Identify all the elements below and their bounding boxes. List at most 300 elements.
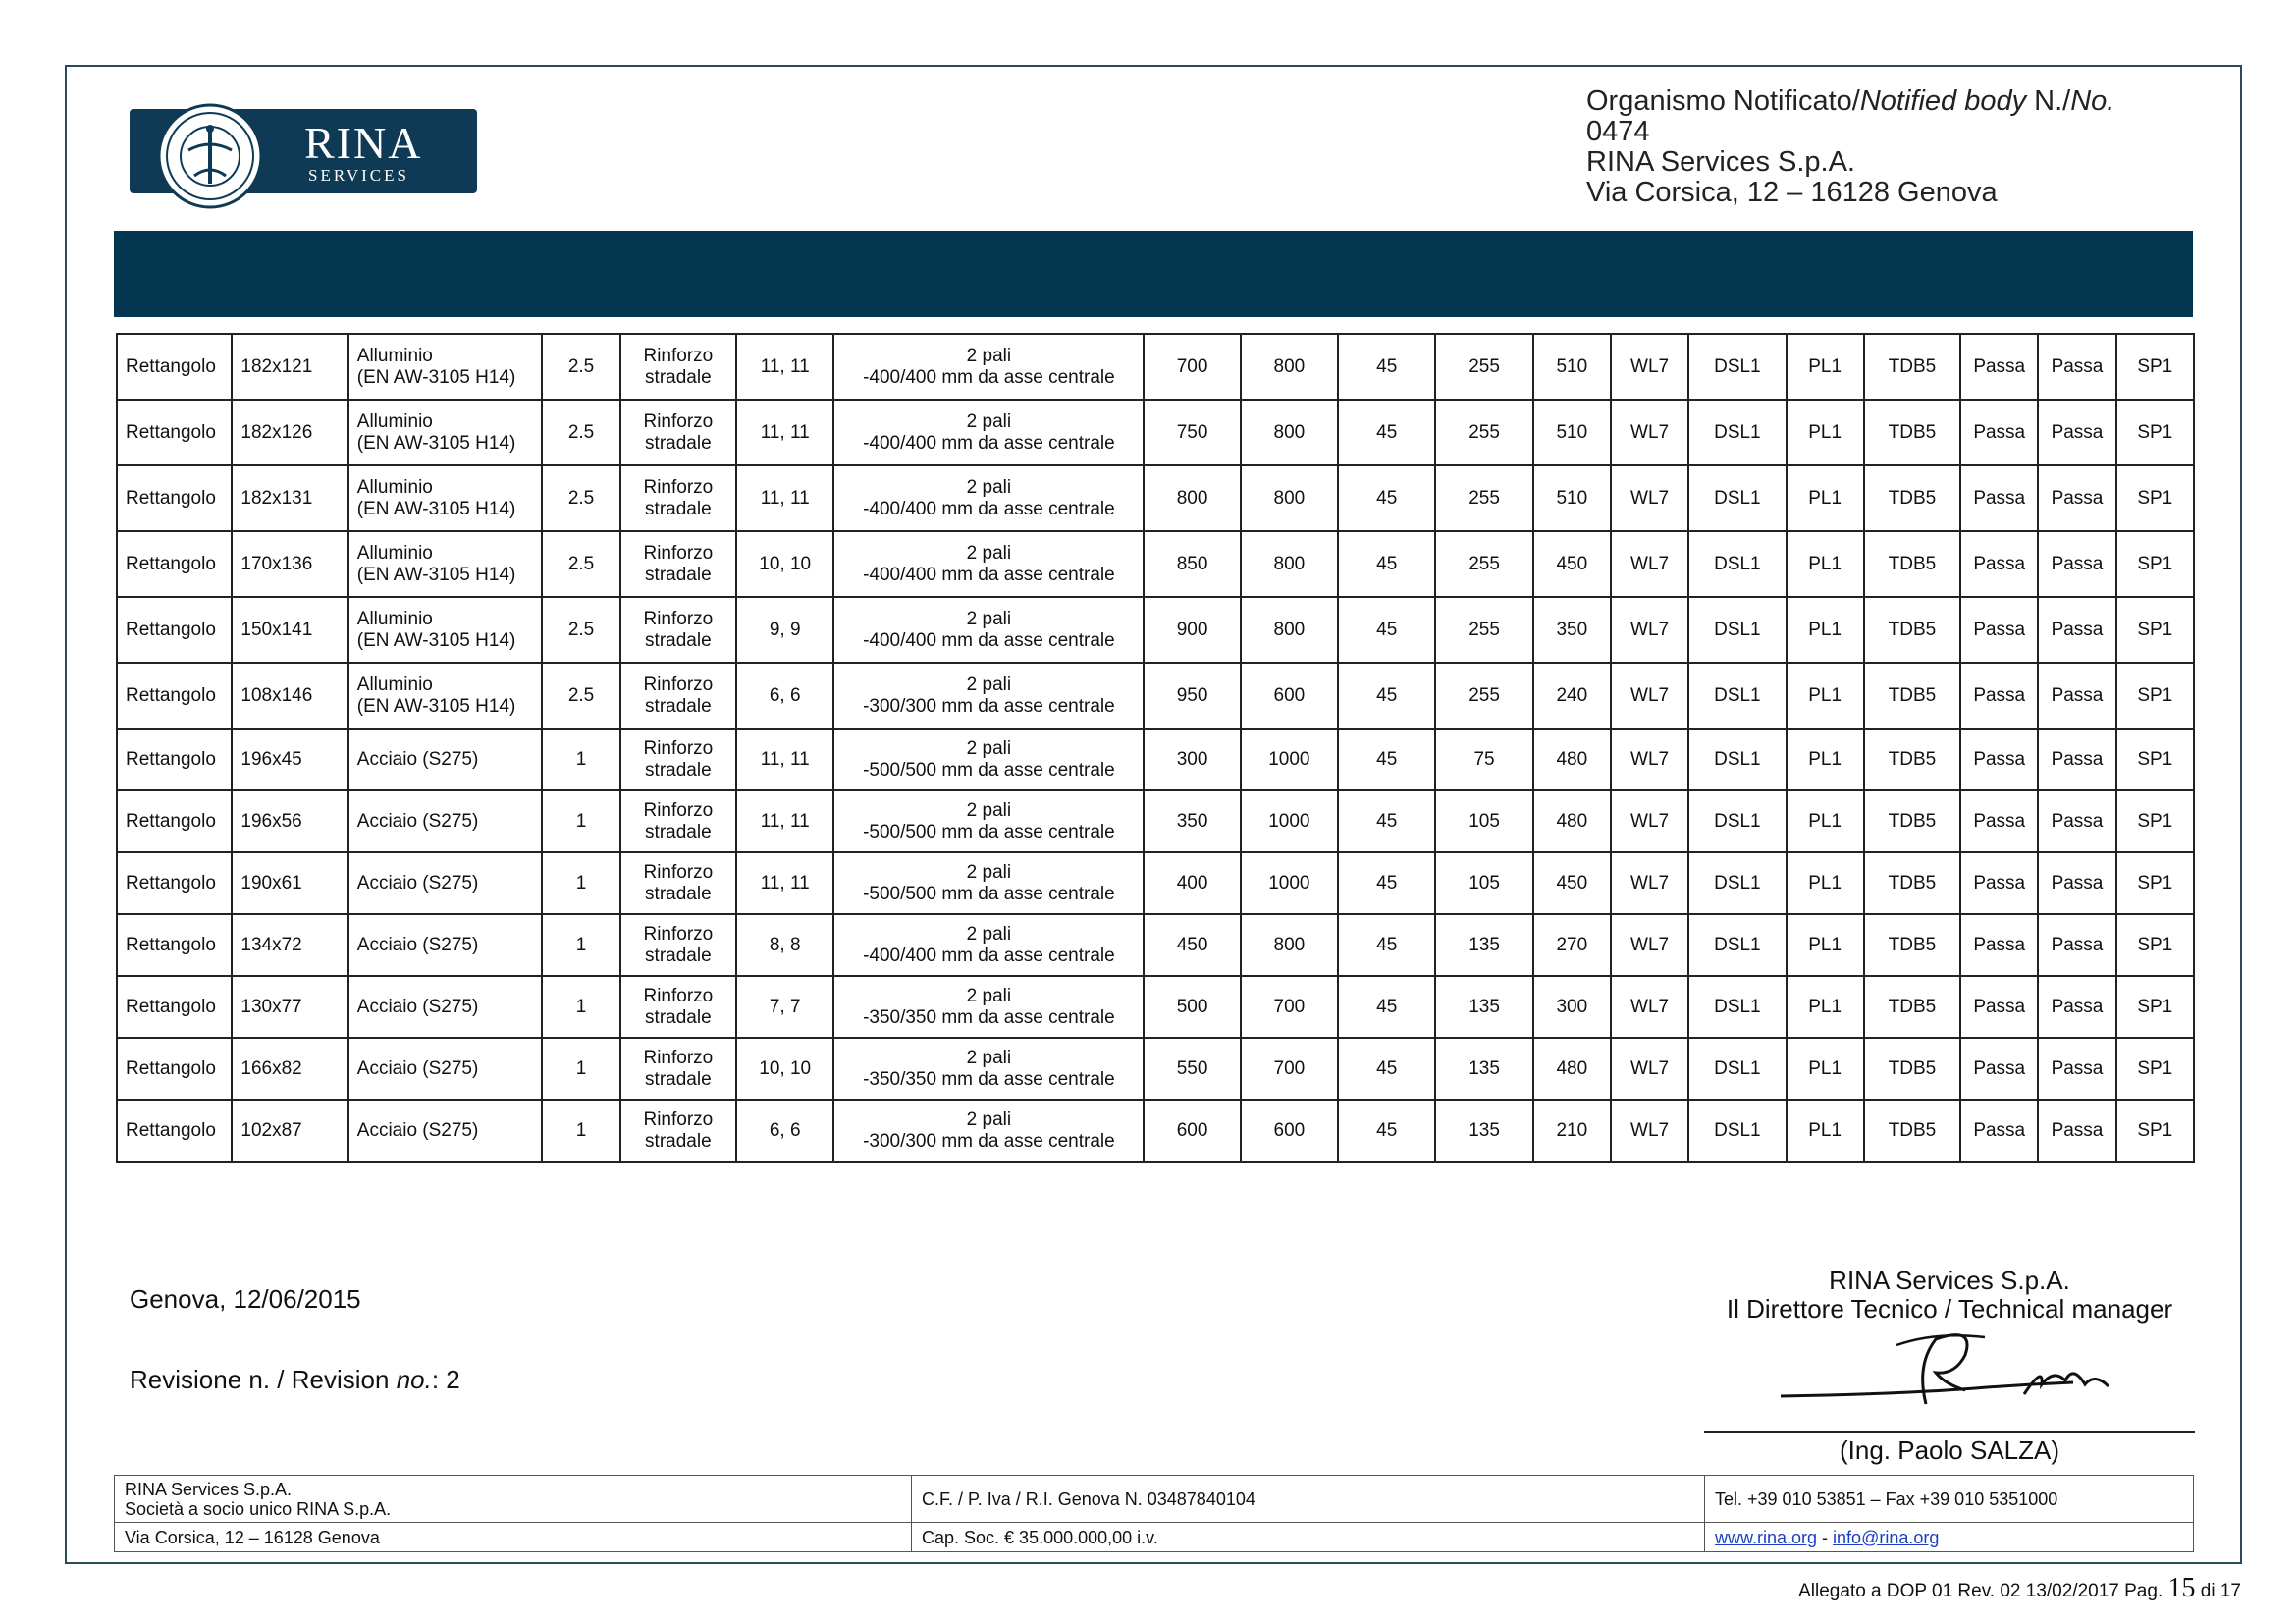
cell-line: (EN AW-3105 H14)	[356, 564, 516, 585]
notified-body-number: 0474	[1586, 116, 1650, 147]
cell-wind-load: WL7	[1611, 334, 1688, 400]
signature-block	[1704, 1267, 2195, 1324]
cell-line: Rinforzo	[643, 1047, 714, 1068]
cell-line: stradale	[645, 1068, 712, 1090]
cell-v2: 1000	[1241, 790, 1338, 852]
cell-v2: 1000	[1241, 729, 1338, 790]
cell-wind-load: WL7	[1611, 1100, 1688, 1162]
footer-tax: C.F. / P. Iva / R.I. Genova N. 03487840104	[912, 1476, 1705, 1523]
cell-bolts: 11, 11	[736, 400, 833, 465]
cell-tdb: TDB5	[1864, 531, 1960, 597]
rina-seal-icon	[151, 99, 269, 213]
cell-mounting	[620, 1100, 736, 1162]
cell-shape: Rettangolo	[117, 852, 232, 914]
cell-thickness: 2.5	[542, 531, 619, 597]
cell-v2: 700	[1241, 976, 1338, 1038]
cell-test-2: Passa	[2038, 400, 2115, 465]
cell-line: Rinforzo	[643, 1109, 714, 1130]
cell-v3: 45	[1338, 334, 1435, 400]
cell-bolts: 6, 6	[736, 1100, 833, 1162]
footer-links: www.rina.org - info@rina.org	[1705, 1523, 2194, 1552]
cell-wind-load: WL7	[1611, 597, 1688, 663]
table-row	[117, 790, 2194, 852]
cell-line: -500/500 mm da asse centrale	[863, 759, 1115, 781]
cell-line: (EN AW-3105 H14)	[356, 432, 516, 454]
cell-test-1: Passa	[1960, 914, 2038, 976]
cell-line: Rinforzo	[643, 923, 714, 945]
cell-line: 2 pali	[966, 674, 1012, 695]
cell-v1: 400	[1144, 852, 1240, 914]
cell-line: Rinforzo	[643, 737, 714, 759]
cell-bolts: 11, 11	[736, 790, 833, 852]
cell-line: -400/400 mm da asse centrale	[863, 366, 1115, 388]
cell-pl: PL1	[1787, 976, 1864, 1038]
cell-v5: 450	[1533, 852, 1611, 914]
cell-line: stradale	[645, 821, 712, 842]
cell-dimensions: 182x121	[232, 334, 347, 400]
cell-dimensions: 170x136	[232, 531, 347, 597]
cell-mounting	[620, 1038, 736, 1100]
cell-line: 2 pali	[966, 799, 1012, 821]
cell-test-2: Passa	[2038, 1038, 2115, 1100]
cell-shape: Rettangolo	[117, 1038, 232, 1100]
cell-tdb: TDB5	[1864, 1100, 1960, 1162]
table-row	[117, 914, 2194, 976]
cell-material	[348, 1100, 543, 1162]
cell-material	[348, 531, 543, 597]
cell-shape: Rettangolo	[117, 663, 232, 729]
cell-sp: SP1	[2116, 790, 2194, 852]
cell-v1: 850	[1144, 531, 1240, 597]
cell-line: stradale	[645, 629, 712, 651]
cell-material	[348, 334, 543, 400]
cell-tdb: TDB5	[1864, 1038, 1960, 1100]
cell-material	[348, 976, 543, 1038]
cell-wind-load: WL7	[1611, 852, 1688, 914]
cell-v2: 600	[1241, 1100, 1338, 1162]
cell-thickness: 1	[542, 1038, 619, 1100]
cell-tdb: TDB5	[1864, 465, 1960, 531]
cell-dsl: DSL1	[1688, 729, 1786, 790]
cell-mounting	[620, 663, 736, 729]
cell-material	[348, 597, 543, 663]
cell-material	[348, 790, 543, 852]
cell-test-2: Passa	[2038, 914, 2115, 976]
cell-v4: 255	[1435, 334, 1532, 400]
cell-line: stradale	[645, 883, 712, 904]
cell-line: Acciaio (S275)	[356, 996, 479, 1017]
cell-line: Rinforzo	[643, 674, 714, 695]
cell-shape: Rettangolo	[117, 976, 232, 1038]
cell-v5: 510	[1533, 334, 1611, 400]
cell-bolts: 11, 11	[736, 852, 833, 914]
cell-dimensions: 190x61	[232, 852, 347, 914]
cell-posts	[833, 334, 1144, 400]
cell-test-1: Passa	[1960, 729, 2038, 790]
cell-sp: SP1	[2116, 729, 2194, 790]
cell-shape: Rettangolo	[117, 400, 232, 465]
cell-v1: 350	[1144, 790, 1240, 852]
cell-bolts: 6, 6	[736, 663, 833, 729]
notified-body-company: RINA Services S.p.A.	[1586, 146, 1855, 178]
cell-dimensions: 134x72	[232, 914, 347, 976]
cell-line: -350/350 mm da asse centrale	[863, 1006, 1115, 1028]
cell-test-1: Passa	[1960, 1100, 2038, 1162]
cell-line: -400/400 mm da asse centrale	[863, 498, 1115, 519]
page-reference: Allegato a DOP 01 Rev. 02 13/02/2017 Pag. 15 di 17	[1798, 1573, 2241, 1603]
cell-mounting	[620, 729, 736, 790]
cell-thickness: 1	[542, 1100, 619, 1162]
cell-thickness: 2.5	[542, 597, 619, 663]
cell-v2: 800	[1241, 400, 1338, 465]
cell-dsl: DSL1	[1688, 790, 1786, 852]
cell-sp: SP1	[2116, 1038, 2194, 1100]
cell-line: Rinforzo	[643, 861, 714, 883]
cell-pl: PL1	[1787, 790, 1864, 852]
cell-line: Alluminio	[356, 608, 433, 629]
cell-line: -400/400 mm da asse centrale	[863, 945, 1115, 966]
cell-v5: 300	[1533, 976, 1611, 1038]
logo-brand-text: RINA	[304, 118, 423, 168]
cell-tdb: TDB5	[1864, 400, 1960, 465]
cell-bolts: 8, 8	[736, 914, 833, 976]
cell-line: Alluminio	[356, 410, 433, 432]
cell-material	[348, 852, 543, 914]
cell-line: 2 pali	[966, 737, 1012, 759]
cell-material	[348, 663, 543, 729]
cell-line: Rinforzo	[643, 985, 714, 1006]
cell-dsl: DSL1	[1688, 976, 1786, 1038]
cell-v4: 255	[1435, 531, 1532, 597]
cell-sp: SP1	[2116, 663, 2194, 729]
notified-body-block	[1586, 86, 2114, 212]
cell-bolts: 10, 10	[736, 1038, 833, 1100]
cell-mounting	[620, 597, 736, 663]
cell-v3: 45	[1338, 465, 1435, 531]
cell-material	[348, 465, 543, 531]
cell-line: -400/400 mm da asse centrale	[863, 629, 1115, 651]
cell-thickness: 2.5	[542, 334, 619, 400]
cell-shape: Rettangolo	[117, 790, 232, 852]
cell-line: Acciaio (S275)	[356, 934, 479, 955]
cell-line: -300/300 mm da asse centrale	[863, 695, 1115, 717]
cell-line: 2 pali	[966, 1047, 1012, 1068]
cell-line: (EN AW-3105 H14)	[356, 366, 516, 388]
cell-bolts: 11, 11	[736, 465, 833, 531]
cell-line: 2 pali	[966, 923, 1012, 945]
cell-v3: 45	[1338, 663, 1435, 729]
cell-test-2: Passa	[2038, 729, 2115, 790]
table-row	[117, 1100, 2194, 1162]
cell-tdb: TDB5	[1864, 729, 1960, 790]
cell-sp: SP1	[2116, 531, 2194, 597]
cell-v2: 600	[1241, 663, 1338, 729]
cell-pl: PL1	[1787, 729, 1864, 790]
table-row	[117, 852, 2194, 914]
cell-dsl: DSL1	[1688, 334, 1786, 400]
cell-sp: SP1	[2116, 976, 2194, 1038]
cell-thickness: 2.5	[542, 400, 619, 465]
cell-tdb: TDB5	[1864, 914, 1960, 976]
cell-wind-load: WL7	[1611, 400, 1688, 465]
cell-wind-load: WL7	[1611, 1038, 1688, 1100]
cell-v4: 255	[1435, 465, 1532, 531]
website-link[interactable]: www.rina.org	[1715, 1527, 1818, 1547]
cell-dimensions: 108x146	[232, 663, 347, 729]
cell-sp: SP1	[2116, 1100, 2194, 1162]
cell-mounting	[620, 465, 736, 531]
cell-posts	[833, 914, 1144, 976]
cell-dimensions: 196x45	[232, 729, 347, 790]
cell-v4: 105	[1435, 852, 1532, 914]
cell-line: Rinforzo	[643, 345, 714, 366]
cell-tdb: TDB5	[1864, 852, 1960, 914]
cell-line: stradale	[645, 432, 712, 454]
cell-v5: 450	[1533, 531, 1611, 597]
cell-pl: PL1	[1787, 400, 1864, 465]
cell-shape: Rettangolo	[117, 334, 232, 400]
cell-v4: 135	[1435, 1038, 1532, 1100]
cell-bolts: 11, 11	[736, 334, 833, 400]
notified-body-address: Via Corsica, 12 – 16128 Genova	[1586, 177, 1998, 208]
footer-capital: Cap. Soc. € 35.000.000,00 i.v.	[912, 1523, 1705, 1552]
cell-v1: 800	[1144, 465, 1240, 531]
place-date: Genova, 12/06/2015	[130, 1284, 361, 1314]
cell-line: 2 pali	[966, 542, 1012, 564]
logo-sub-text: SERVICES	[308, 166, 409, 185]
cell-pl: PL1	[1787, 531, 1864, 597]
cell-v4: 135	[1435, 976, 1532, 1038]
cell-line: stradale	[645, 366, 712, 388]
cell-test-2: Passa	[2038, 531, 2115, 597]
cell-test-2: Passa	[2038, 976, 2115, 1038]
cell-v2: 1000	[1241, 852, 1338, 914]
cell-thickness: 1	[542, 790, 619, 852]
cell-v5: 510	[1533, 465, 1611, 531]
cell-posts	[833, 1100, 1144, 1162]
cell-posts	[833, 729, 1144, 790]
cell-sp: SP1	[2116, 852, 2194, 914]
cell-thickness: 2.5	[542, 465, 619, 531]
cell-line: 2 pali	[966, 985, 1012, 1006]
cell-tdb: TDB5	[1864, 976, 1960, 1038]
cell-posts	[833, 465, 1144, 531]
cell-posts	[833, 1038, 1144, 1100]
cell-dsl: DSL1	[1688, 465, 1786, 531]
cell-tdb: TDB5	[1864, 334, 1960, 400]
cell-dsl: DSL1	[1688, 663, 1786, 729]
cell-line: Alluminio	[356, 345, 433, 366]
cell-test-1: Passa	[1960, 663, 2038, 729]
signature-name: (Ing. Paolo SALZA)	[1840, 1435, 2059, 1465]
cell-sp: SP1	[2116, 400, 2194, 465]
cell-v1: 450	[1144, 914, 1240, 976]
cell-v3: 45	[1338, 790, 1435, 852]
cell-v5: 350	[1533, 597, 1611, 663]
cell-v2: 800	[1241, 531, 1338, 597]
cell-v5: 480	[1533, 790, 1611, 852]
footer-shareholder: Società a socio unico RINA S.p.A.	[125, 1498, 392, 1519]
table-row	[117, 663, 2194, 729]
cell-sp: SP1	[2116, 334, 2194, 400]
cell-v1: 750	[1144, 400, 1240, 465]
cell-material	[348, 914, 543, 976]
cell-v1: 900	[1144, 597, 1240, 663]
cell-shape: Rettangolo	[117, 1100, 232, 1162]
cell-v4: 105	[1435, 790, 1532, 852]
cell-line: (EN AW-3105 H14)	[356, 695, 516, 717]
cell-posts	[833, 852, 1144, 914]
cell-line: stradale	[645, 564, 712, 585]
cell-wind-load: WL7	[1611, 531, 1688, 597]
cell-posts	[833, 531, 1144, 597]
cell-test-1: Passa	[1960, 1038, 2038, 1100]
cell-test-1: Passa	[1960, 597, 2038, 663]
cell-dimensions: 182x131	[232, 465, 347, 531]
company-footer	[114, 1475, 2194, 1552]
table-row	[117, 1038, 2194, 1100]
cell-line: (EN AW-3105 H14)	[356, 498, 516, 519]
cell-line: -400/400 mm da asse centrale	[863, 432, 1115, 454]
cell-pl: PL1	[1787, 1100, 1864, 1162]
table-row	[117, 729, 2194, 790]
cell-wind-load: WL7	[1611, 790, 1688, 852]
email-link[interactable]: info@rina.org	[1833, 1527, 1940, 1547]
cell-line: Rinforzo	[643, 799, 714, 821]
cell-v5: 270	[1533, 914, 1611, 976]
cell-v5: 240	[1533, 663, 1611, 729]
cell-bolts: 9, 9	[736, 597, 833, 663]
cell-shape: Rettangolo	[117, 597, 232, 663]
cell-line: 2 pali	[966, 345, 1012, 366]
cell-v5: 210	[1533, 1100, 1611, 1162]
cell-v1: 950	[1144, 663, 1240, 729]
table-row	[117, 334, 2194, 400]
cell-line: Rinforzo	[643, 410, 714, 432]
cell-tdb: TDB5	[1864, 597, 1960, 663]
cell-pl: PL1	[1787, 914, 1864, 976]
cell-tdb: TDB5	[1864, 663, 1960, 729]
cell-v3: 45	[1338, 531, 1435, 597]
cell-v1: 600	[1144, 1100, 1240, 1162]
cell-thickness: 1	[542, 852, 619, 914]
cell-dimensions: 182x126	[232, 400, 347, 465]
cell-thickness: 1	[542, 729, 619, 790]
cell-mounting	[620, 531, 736, 597]
cell-dimensions: 196x56	[232, 790, 347, 852]
cell-v3: 45	[1338, 1038, 1435, 1100]
cell-posts	[833, 976, 1144, 1038]
cell-line: Acciaio (S275)	[356, 1057, 479, 1079]
cell-thickness: 2.5	[542, 663, 619, 729]
cell-dimensions: 150x141	[232, 597, 347, 663]
cell-thickness: 1	[542, 976, 619, 1038]
cell-v3: 45	[1338, 1100, 1435, 1162]
cell-line: Alluminio	[356, 674, 433, 695]
cell-v2: 700	[1241, 1038, 1338, 1100]
performance-table	[116, 333, 2195, 1163]
cell-line: Acciaio (S275)	[356, 872, 479, 893]
cell-sp: SP1	[2116, 465, 2194, 531]
cell-dsl: DSL1	[1688, 531, 1786, 597]
cell-v3: 45	[1338, 597, 1435, 663]
cell-v5: 480	[1533, 1038, 1611, 1100]
revision-number: Revisione n. / Revision no.: 2	[130, 1365, 460, 1394]
cell-v2: 800	[1241, 914, 1338, 976]
cell-v1: 700	[1144, 334, 1240, 400]
cell-dsl: DSL1	[1688, 914, 1786, 976]
cell-line: -300/300 mm da asse centrale	[863, 1130, 1115, 1152]
cell-dimensions: 166x82	[232, 1038, 347, 1100]
cell-pl: PL1	[1787, 852, 1864, 914]
cell-wind-load: WL7	[1611, 914, 1688, 976]
cell-wind-load: WL7	[1611, 729, 1688, 790]
table-row	[117, 597, 2194, 663]
cell-test-2: Passa	[2038, 465, 2115, 531]
cell-line: 2 pali	[966, 1109, 1012, 1130]
cell-line: stradale	[645, 498, 712, 519]
cell-dsl: DSL1	[1688, 597, 1786, 663]
cell-v3: 45	[1338, 914, 1435, 976]
cell-line: Alluminio	[356, 476, 433, 498]
cell-shape: Rettangolo	[117, 729, 232, 790]
cell-wind-load: WL7	[1611, 465, 1688, 531]
cell-dimensions: 102x87	[232, 1100, 347, 1162]
cell-line: -350/350 mm da asse centrale	[863, 1068, 1115, 1090]
table-row	[117, 531, 2194, 597]
cell-posts	[833, 663, 1144, 729]
cell-line: 2 pali	[966, 410, 1012, 432]
cell-test-1: Passa	[1960, 400, 2038, 465]
footer-address: Via Corsica, 12 – 16128 Genova	[115, 1523, 912, 1552]
cell-v3: 45	[1338, 976, 1435, 1038]
table-row	[117, 465, 2194, 531]
cell-test-2: Passa	[2038, 663, 2115, 729]
cell-line: stradale	[645, 1130, 712, 1152]
cell-v3: 45	[1338, 400, 1435, 465]
cell-line: stradale	[645, 695, 712, 717]
cell-posts	[833, 790, 1144, 852]
cell-dimensions: 130x77	[232, 976, 347, 1038]
signature-role: Il Direttore Tecnico / Technical manager	[1726, 1294, 2173, 1324]
cell-v1: 550	[1144, 1038, 1240, 1100]
cell-wind-load: WL7	[1611, 663, 1688, 729]
cell-pl: PL1	[1787, 597, 1864, 663]
cell-line: -500/500 mm da asse centrale	[863, 883, 1115, 904]
cell-test-1: Passa	[1960, 334, 2038, 400]
cell-bolts: 7, 7	[736, 976, 833, 1038]
cell-line: Acciaio (S275)	[356, 810, 479, 832]
cell-test-1: Passa	[1960, 976, 2038, 1038]
cell-sp: SP1	[2116, 597, 2194, 663]
footer-company-cell	[115, 1476, 912, 1523]
cell-shape: Rettangolo	[117, 531, 232, 597]
cell-v2: 800	[1241, 334, 1338, 400]
cell-bolts: 10, 10	[736, 531, 833, 597]
cell-v4: 255	[1435, 400, 1532, 465]
signature-company: RINA Services S.p.A.	[1829, 1266, 2070, 1295]
cell-mounting	[620, 790, 736, 852]
cell-line: stradale	[645, 945, 712, 966]
cell-test-2: Passa	[2038, 852, 2115, 914]
cell-line: Acciaio (S275)	[356, 748, 479, 770]
cell-v4: 135	[1435, 1100, 1532, 1162]
cell-v4: 75	[1435, 729, 1532, 790]
cell-wind-load: WL7	[1611, 976, 1688, 1038]
cell-line: -500/500 mm da asse centrale	[863, 821, 1115, 842]
cell-posts	[833, 400, 1144, 465]
cell-v4: 135	[1435, 914, 1532, 976]
